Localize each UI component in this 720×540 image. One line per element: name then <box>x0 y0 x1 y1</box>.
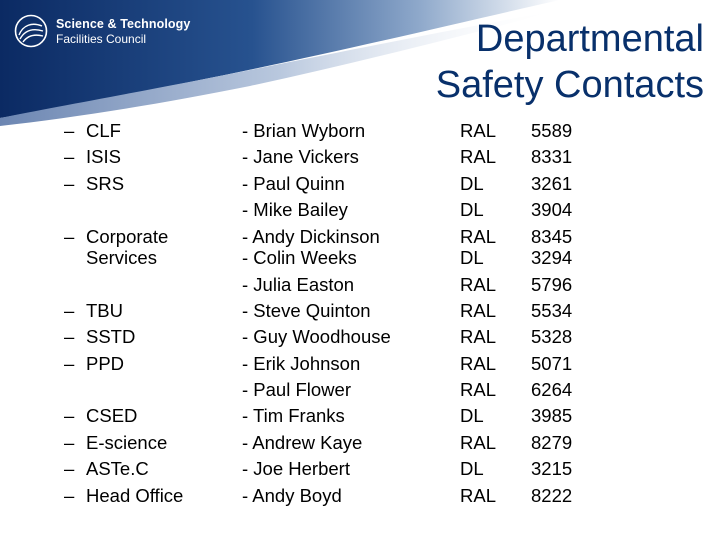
contact-name: - Paul Quinn <box>242 173 345 194</box>
contact-name: - Steve Quinton <box>242 300 371 321</box>
department-name-continued: Services <box>86 247 157 268</box>
department-name: SRS <box>86 173 125 194</box>
contact-site: DL <box>460 405 484 426</box>
contact-name: - Joe Herbert <box>242 458 350 479</box>
department-name: ISIS <box>86 146 121 167</box>
department-name: CSED <box>86 405 138 426</box>
contact-name: - Mike Bailey <box>242 199 348 220</box>
bullet-dash: – <box>64 353 75 374</box>
contact-extension: 3294 <box>531 247 573 268</box>
contact-site: DL <box>460 173 484 194</box>
contact-site: RAL <box>460 326 496 347</box>
department-name: ASTe.C <box>86 458 149 479</box>
department-name: CLF <box>86 120 121 141</box>
contact-name: - Brian Wyborn <box>242 120 366 141</box>
contact-extension: 5071 <box>531 353 573 374</box>
contact-site: RAL <box>460 146 496 167</box>
contact-site: DL <box>460 199 484 220</box>
logo-line-1: Science & Technology <box>56 16 191 31</box>
slide-title <box>436 16 704 108</box>
contact-extension: 8222 <box>531 485 573 506</box>
contact-extension: 3985 <box>531 405 573 426</box>
contact-extension: 8345 <box>531 226 573 247</box>
logo-line-2: Facilities Council <box>56 31 147 46</box>
bullet-dash: – <box>64 120 75 141</box>
bullet-dash: – <box>64 326 75 347</box>
contact-extension: 8279 <box>531 432 573 453</box>
title-line-1: Departmental <box>475 18 704 60</box>
contact-name: - Erik Johnson <box>242 353 361 374</box>
bullet-dash: – <box>64 300 75 321</box>
contact-name: - Guy Woodhouse <box>242 326 391 347</box>
contact-site: RAL <box>460 120 496 141</box>
contact-name: - Andrew Kaye <box>242 432 363 453</box>
contact-extension: 5328 <box>531 326 573 347</box>
bullet-dash: – <box>64 173 75 194</box>
stfc-logo-icon <box>14 14 48 48</box>
contact-extension: 5589 <box>531 120 573 141</box>
contact-site: RAL <box>460 379 496 400</box>
department-name: Head Office <box>86 485 184 506</box>
stfc-logo <box>14 14 190 48</box>
department-name: TBU <box>86 300 123 321</box>
contact-name: - Paul Flower <box>242 379 351 400</box>
contact-site: DL <box>460 247 484 268</box>
contact-extension: 5796 <box>531 274 573 295</box>
contact-site: RAL <box>460 226 496 247</box>
contact-name: - Andy Dickinson <box>242 226 380 247</box>
contact-site: DL <box>460 458 484 479</box>
contact-site: RAL <box>460 300 496 321</box>
contact-name: - Andy Boyd <box>242 485 342 506</box>
bullet-dash: – <box>64 458 75 479</box>
contact-extension: 5534 <box>531 300 573 321</box>
contact-name: - Jane Vickers <box>242 146 359 167</box>
department-name: Corporate <box>86 226 169 247</box>
contact-extension: 3904 <box>531 199 573 220</box>
contact-site: RAL <box>460 432 496 453</box>
contact-extension: 6264 <box>531 379 573 400</box>
contact-name: - Tim Franks <box>242 405 345 426</box>
department-name: PPD <box>86 353 125 374</box>
bullet-dash: – <box>64 485 75 506</box>
contact-extension: 3215 <box>531 458 573 479</box>
bullet-dash: – <box>64 432 75 453</box>
contact-site: RAL <box>460 485 496 506</box>
department-name: E-science <box>86 432 168 453</box>
department-name: SSTD <box>86 326 136 347</box>
contact-name: - Julia Easton <box>242 274 355 295</box>
contact-site: RAL <box>460 274 496 295</box>
contact-extension: 3261 <box>531 173 573 194</box>
contact-name: - Colin Weeks <box>242 247 357 268</box>
title-line-2: Safety Contacts <box>435 64 704 106</box>
contact-site: RAL <box>460 353 496 374</box>
bullet-dash: – <box>64 146 75 167</box>
bullet-dash: – <box>64 405 75 426</box>
contact-extension: 8331 <box>531 146 573 167</box>
bullet-dash: – <box>64 226 75 247</box>
